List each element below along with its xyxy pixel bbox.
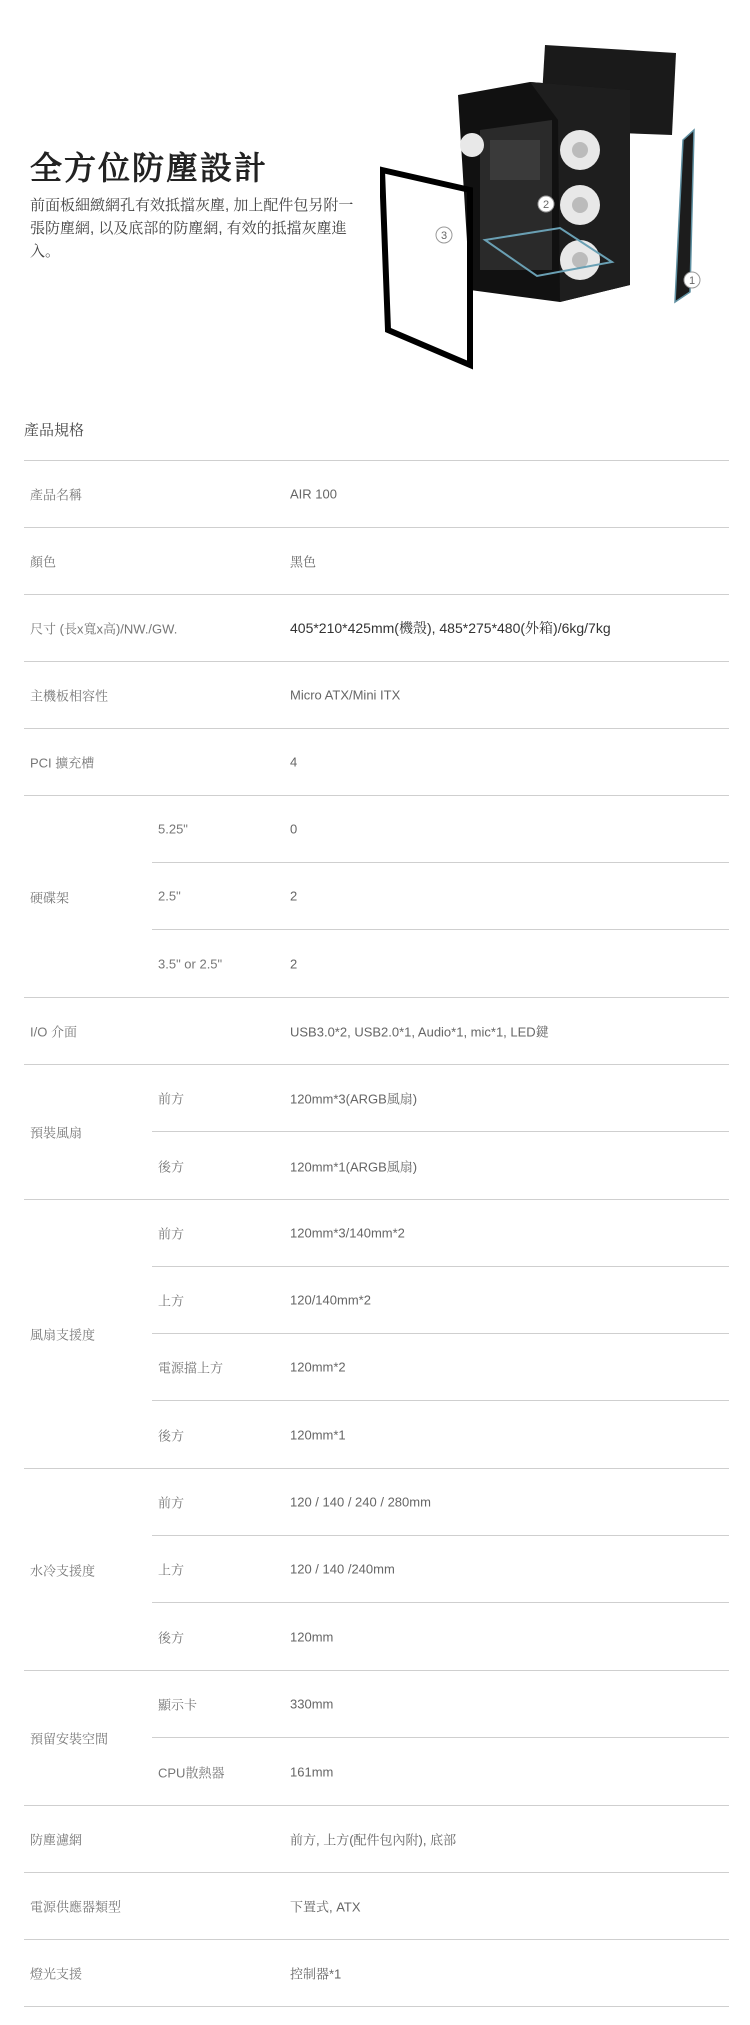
hero-title: 全方位防塵設計 — [30, 150, 269, 186]
spec-value: 黑色 — [290, 554, 317, 570]
spec-subrow — [152, 1469, 729, 1536]
spec-label: 尺寸 (長x寬x高)/NW./GW. — [30, 621, 178, 637]
spec-sublabel: 電源擋上方 — [158, 1360, 224, 1376]
spec-row-io — [24, 998, 729, 1065]
spec-sublabel: 前方 — [158, 1495, 185, 1511]
spec-group-label: 預裝風扇 — [30, 1125, 83, 1141]
spec-label: 燈光支援 — [30, 1966, 83, 1982]
spec-subrow — [152, 1738, 729, 1805]
spec-group-fan-support — [24, 1200, 729, 1469]
spec-value: 2 — [290, 888, 298, 904]
spec-value: 4 — [290, 754, 298, 770]
spec-value: 120 / 140 /240mm — [290, 1561, 395, 1577]
spec-sublabel: 上方 — [158, 1293, 185, 1309]
spec-label: PCI 擴充槽 — [30, 755, 95, 771]
spec-value: 120mm*1 — [290, 1427, 346, 1442]
spec-value: 2 — [290, 956, 298, 971]
spec-value: 405*210*425mm(機殼), 485*275*480(外箱)/6kg/7kg — [290, 620, 611, 636]
spec-value: 120mm — [290, 1629, 334, 1644]
spec-group-liquid-support — [24, 1469, 729, 1671]
spec-row-color — [24, 528, 729, 595]
spec-value: USB3.0*2, USB2.0*1, Audio*1, mic*1, LED鍵 — [290, 1024, 549, 1040]
spec-sublabel: 後方 — [158, 1428, 185, 1443]
spec-value: Micro ATX/Mini ITX — [290, 687, 401, 703]
spec-value: 0 — [290, 821, 298, 837]
spec-value: 120mm*2 — [290, 1359, 346, 1375]
spec-row-product-name — [24, 461, 729, 528]
spec-group-label: 預留安裝空間 — [30, 1731, 109, 1747]
spec-table — [24, 461, 729, 2007]
spec-section-title: 產品規格 — [24, 422, 85, 439]
spec-value: 120/140mm*2 — [290, 1292, 371, 1308]
spec-row-motherboard — [24, 662, 729, 729]
callout-1: 1 — [688, 275, 696, 287]
case-exploded-image — [380, 40, 750, 400]
spec-group-label: 硬碟架 — [30, 890, 70, 905]
callout-2: 2 — [542, 199, 550, 211]
spec-subrow — [152, 1536, 729, 1603]
spec-sublabel: 3.5" or 2.5" — [158, 956, 223, 971]
spec-subrow — [152, 1065, 729, 1132]
spec-value: 120mm*1(ARGB風扇) — [290, 1159, 418, 1174]
hero-section — [0, 0, 750, 400]
spec-value: 下置式, ATX — [290, 1899, 361, 1915]
hero-description: 前面板細緻網孔有效抵擋灰塵, 加上配件包另附一張防塵網, 以及底部的防塵網, 有效的抵擋灰塵進入。 — [30, 197, 354, 260]
spec-value: 120 / 140 / 240 / 280mm — [290, 1494, 431, 1510]
spec-group-preinstalled-fans — [24, 1065, 729, 1200]
spec-value: 控制器*1 — [290, 1966, 342, 1982]
spec-value: 161mm — [290, 1764, 334, 1779]
spec-subrow — [152, 1603, 729, 1670]
spec-value: 330mm — [290, 1696, 334, 1712]
spec-subrow — [152, 1132, 729, 1199]
spec-subrow — [152, 1200, 729, 1267]
spec-row-pci-slots — [24, 729, 729, 796]
spec-label: 電源供應器類型 — [30, 1899, 122, 1915]
spec-sublabel: 後方 — [158, 1159, 185, 1174]
spec-sublabel: 顯示卡 — [158, 1697, 198, 1713]
spec-label: 產品名稱 — [30, 487, 83, 503]
spec-row-dimensions — [24, 595, 729, 662]
spec-sublabel: 上方 — [158, 1562, 185, 1578]
spec-subrow — [152, 930, 729, 997]
spec-row-lighting — [24, 1940, 729, 2007]
spec-subrow — [152, 1401, 729, 1468]
spec-sublabel: 後方 — [158, 1630, 185, 1645]
spec-group-label: 水冷支援度 — [30, 1563, 96, 1578]
spec-sublabel: 5.25" — [158, 821, 188, 837]
spec-sublabel: 前方 — [158, 1226, 185, 1242]
spec-value: AIR 100 — [290, 486, 337, 502]
spec-subrow — [152, 1334, 729, 1401]
spec-row-dust-filter — [24, 1806, 729, 1873]
spec-sublabel: 前方 — [158, 1091, 185, 1107]
spec-value: 前方, 上方(配件包內附), 底部 — [290, 1832, 457, 1848]
spec-subrow — [152, 1671, 729, 1738]
spec-sublabel: CPU散熱器 — [158, 1765, 225, 1780]
spec-value: 120mm*3/140mm*2 — [290, 1225, 405, 1241]
spec-label: 顏色 — [30, 554, 57, 570]
spec-subrow — [152, 863, 729, 930]
spec-subrow — [152, 1267, 729, 1334]
spec-value: 120mm*3(ARGB風扇) — [290, 1091, 418, 1107]
callout-3: 3 — [440, 230, 448, 242]
spec-subrow — [152, 796, 729, 863]
spec-group-label: 風扇支援度 — [30, 1327, 96, 1343]
spec-sublabel: 2.5" — [158, 888, 181, 904]
spec-row-psu-type — [24, 1873, 729, 1940]
spec-group-drive-bays — [24, 796, 729, 998]
spec-label: 防塵濾網 — [30, 1832, 83, 1848]
spec-group-clearance — [24, 1671, 729, 1806]
spec-label: 主機板相容性 — [30, 688, 109, 704]
spec-label: I/O 介面 — [30, 1024, 77, 1040]
